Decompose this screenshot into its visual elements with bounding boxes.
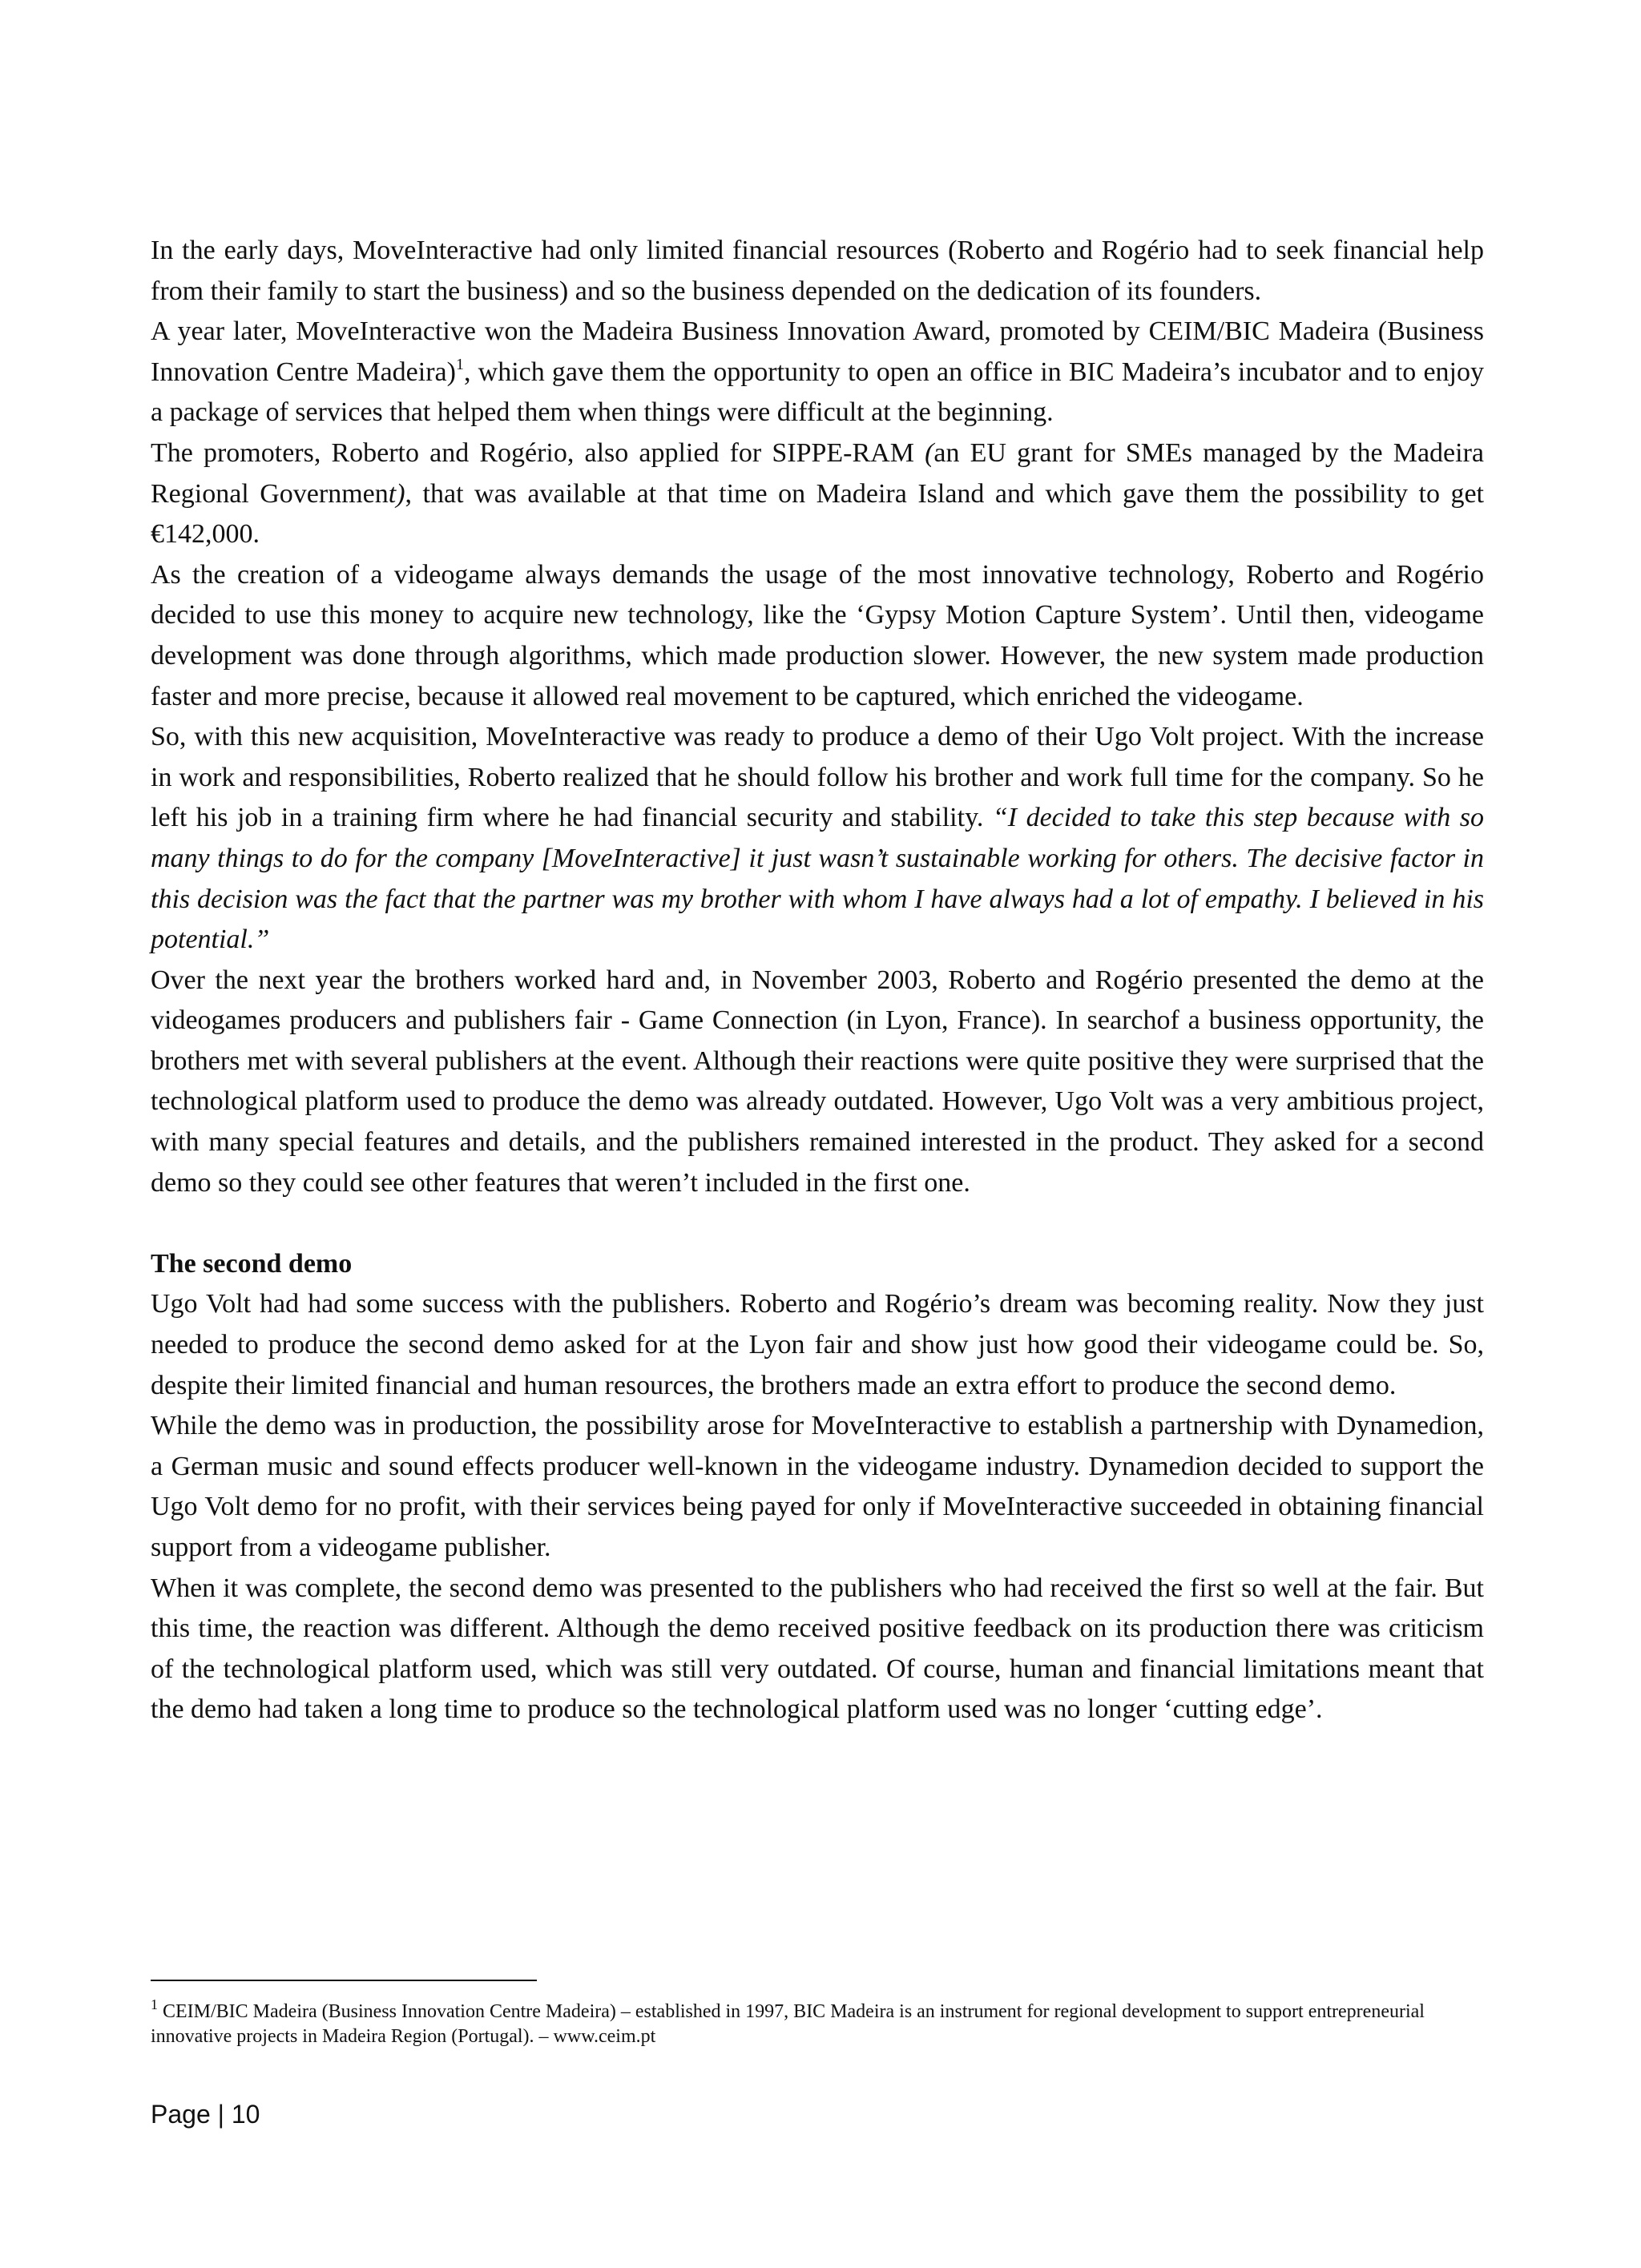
paragraph-game-connection	[151, 961, 1484, 1204]
paragraph-text: In the early days, MoveInteractive had only limited financial resources (Roberto and Rogério had to seek financial help from their family to start the business) and so the business depended on the dedication of its founders.	[151, 236, 1484, 306]
paragraph-technology	[151, 555, 1484, 717]
paragraph-text: A year later, MoveInteractive won the Madeira Business Innovation Award, promoted by CEIM/BIC Madeira (Business Innovation Centre Madeira)	[151, 316, 1484, 387]
italic-text: (	[925, 437, 934, 468]
paragraph-text: Over the next year the brothers worked hard and, in November 2003, Roberto and Rogério presented the demo at the videogames producers and publishers fair - Game Connection (in Lyon, France). In searchof a business opportunity, the brothers met with several publishers at the event. Although their reactions were quite positive they were surprised that the technological platform used to produce the demo was already outdated. However, Ugo Volt was a very ambitious project, with many special features and details, and the publishers remained interested in the product. They asked for a second demo so they could see other features that weren’t included in the first one.	[151, 965, 1484, 1198]
paragraph-dynamedion	[151, 1406, 1484, 1568]
footnote	[151, 1996, 1484, 2049]
paragraph-text: When it was complete, the second demo was presented to the publishers who had received the first so well at the fair. But this time, the reaction was different. Although the demo received positive feedback on its production there was criticism of the technological platform used, which was still very outdated. Of course, human and financial limitations meant that the demo had taken a long time to produce so the technological platform used was no longer ‘cutting edge’.	[151, 1573, 1484, 1725]
paragraph-award	[151, 312, 1484, 433]
paragraph-early-days	[151, 231, 1484, 312]
paragraph-acquisition	[151, 717, 1484, 961]
footnote-text: CEIM/BIC Madeira (Business Innovation Centre Madeira) – established in 1997, BIC Madeira is an instrument for regional development to support entrepreneurial innovative projects in Madeira Region (Portugal). – www.ceim.pt	[151, 2001, 1425, 2047]
footnote-number: 1	[151, 1996, 158, 2012]
paragraph-text: While the demo was in production, the possibility arose for MoveInteractive to establish a partnership with Dynamedion, a German music and sound effects producer well-known in the videogame industry. Dynamedion decided to support the Ugo Volt demo for no profit, with their services being payed for only if MoveInteractive succeeded in obtaining financial support from a videogame publisher.	[151, 1411, 1484, 1562]
page-number: Page | 10	[151, 2100, 260, 2129]
italic-text: t)	[388, 478, 405, 509]
paragraph-text: , which gave them the opportunity to open an office in BIC Madeira’s incubator and to enjoy a package of services that helped them when things were difficult at the beginning.	[151, 357, 1484, 428]
paragraph-text: So, with this new acquisition, MoveInteractive was ready to produce a demo of their Ugo Volt project. With the increase in work and responsibilities, Roberto realized that he should follow his brother and work full time for the company. So he left his job in a training firm where he had financial security and stability.	[151, 722, 1484, 833]
roberto-quote: “I decided to take this step because with so many things to do for the company [MoveInteractive] it just wasn’t sustainable working for others. The decisive factor in this decision was the fact that the partner was my brother with whom I have always had a lot of empathy. I believed in his potential.”	[151, 803, 1484, 955]
paragraph-grant	[151, 433, 1484, 555]
paragraph-second-demo-reaction	[151, 1569, 1484, 1730]
paragraph-text: The promoters, Roberto and Rogério, also applied for SIPPE-RAM	[151, 437, 925, 468]
paragraph-text: Ugo Volt had had some success with the publishers. Roberto and Rogério’s dream was becoming reality. Now they just needed to produce the second demo asked for at the Lyon fair and show just how good their videogame could be. So, despite their limited financial and human resources, the brothers made an extra effort to produce the second demo.	[151, 1289, 1484, 1400]
paragraph-text: , that was available at that time on Madeira Island and which gave them the possibility to get €142,000.	[151, 478, 1484, 550]
paragraph-text: an EU grant for SMEs managed by the Madeira Regional Governmen	[151, 437, 1484, 509]
paragraph-success	[151, 1284, 1484, 1406]
footnote-reference: 1	[455, 355, 464, 373]
paragraph-text: As the creation of a videogame always demands the usage of the most innovative technology, Roberto and Rogério decided to use this money to acquire new technology, like the ‘Gypsy Motion Capture System’. Until then, videogame development was done through algorithms, which made production slower. However, the new system made production faster and more precise, because it allowed real movement to be captured, which enriched the videogame.	[151, 559, 1484, 711]
section-heading: The second demo	[151, 1248, 353, 1279]
body-text	[151, 231, 1484, 1730]
footnote-divider	[151, 1980, 537, 1981]
